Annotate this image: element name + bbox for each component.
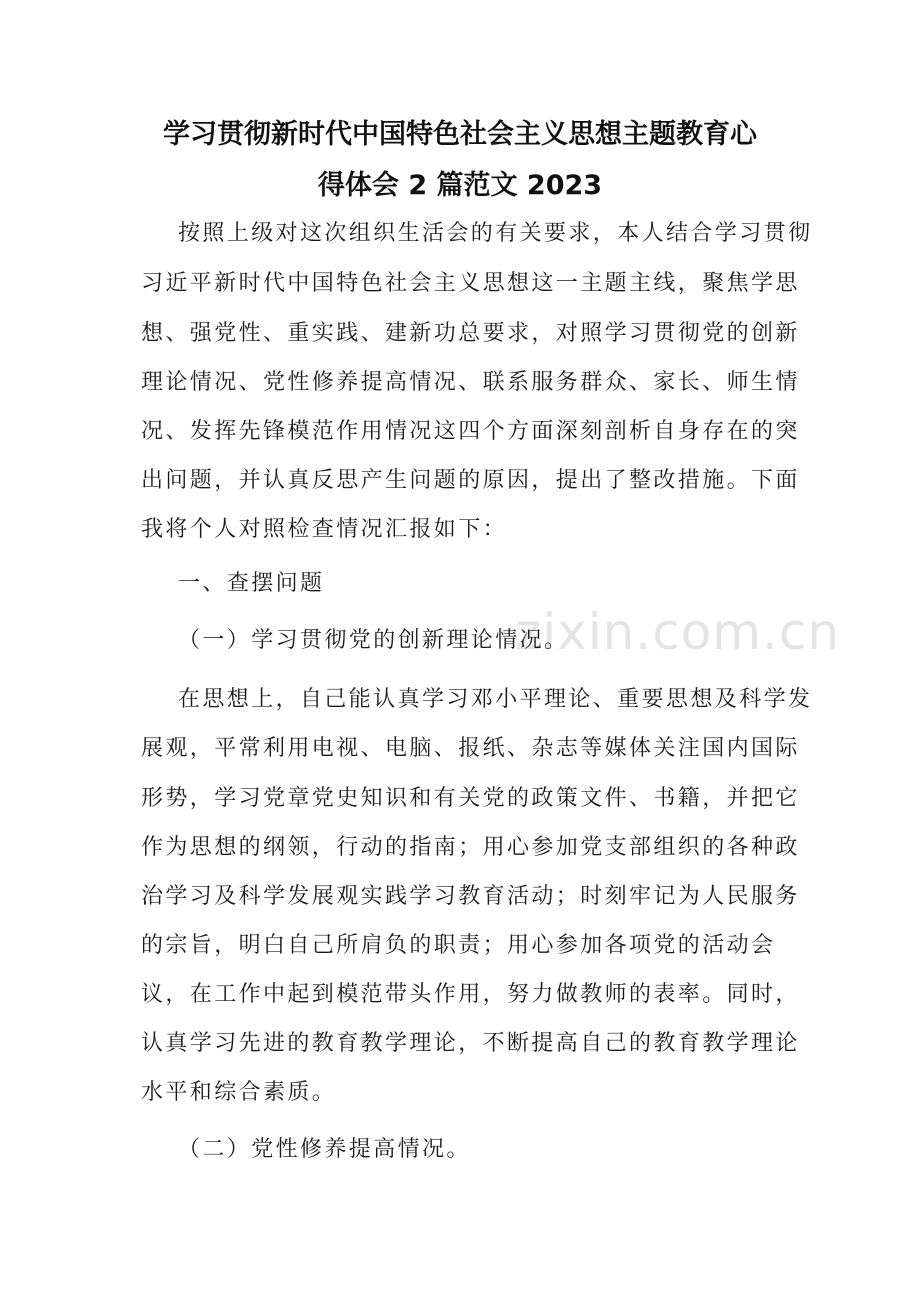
paragraph-line: 理论情况、党性修养提高情况、联系服务群众、家长、师生情	[141, 370, 800, 395]
watermark: zixin.com.cn	[515, 603, 841, 661]
paragraph-line: 形势，学习党章党史知识和有关党的政策文件、书籍，并把它	[141, 786, 800, 811]
section-heading: 一、查摆问题	[178, 571, 325, 596]
paragraph-line: 展观，平常利用电视、电脑、报纸、杂志等媒体关注国内国际	[141, 736, 800, 761]
paragraph-line: 我将个人对照检查情况汇报如下：	[141, 517, 508, 542]
paragraph-line: 在思想上，自己能认真学习邓小平理论、重要思想及科学发	[178, 687, 813, 712]
paragraph-line: 议，在工作中起到模范带头作用，努力做教师的表率。同时，	[141, 982, 800, 1007]
subsection-heading: （二）党性修养提高情况。	[178, 1137, 471, 1162]
document-title-line-2: 得体会 2 篇范文 2023	[317, 170, 603, 201]
paragraph-line: 认真学习先进的教育教学理论，不断提高自己的教育教学理论	[141, 1031, 800, 1056]
paragraph-line: 况、发挥先锋模范作用情况这四个方面深刻剖析自身存在的突	[141, 419, 800, 444]
paragraph-line: 出问题，并认真反思产生问题的原因，提出了整改措施。下面	[141, 468, 800, 493]
paragraph-line: 水平和综合素质。	[141, 1080, 337, 1105]
paragraph-line: 作为思想的纲领，行动的指南；用心参加党支部组织的各种政	[141, 835, 800, 860]
paragraph-line: 的宗旨，明白自己所肩负的职责；用心参加各项党的活动会	[141, 933, 776, 958]
paragraph-line: 治学习及科学发展观实践学习教育活动；时刻牢记为人民服务	[141, 884, 800, 909]
subsection-heading: （一）学习贯彻党的创新理论情况。	[178, 628, 569, 653]
paragraph-line: 想、强党性、重实践、建新功总要求，对照学习贯彻党的创新	[141, 321, 800, 346]
paragraph-line: 习近平新时代中国特色社会主义思想这一主题主线，聚焦学思	[141, 271, 800, 296]
paragraph-line: 按照上级对这次组织生活会的有关要求，本人结合学习贯彻	[178, 221, 813, 246]
document-title-line-1: 学习贯彻新时代中国特色社会主义思想主题教育心	[163, 119, 757, 150]
